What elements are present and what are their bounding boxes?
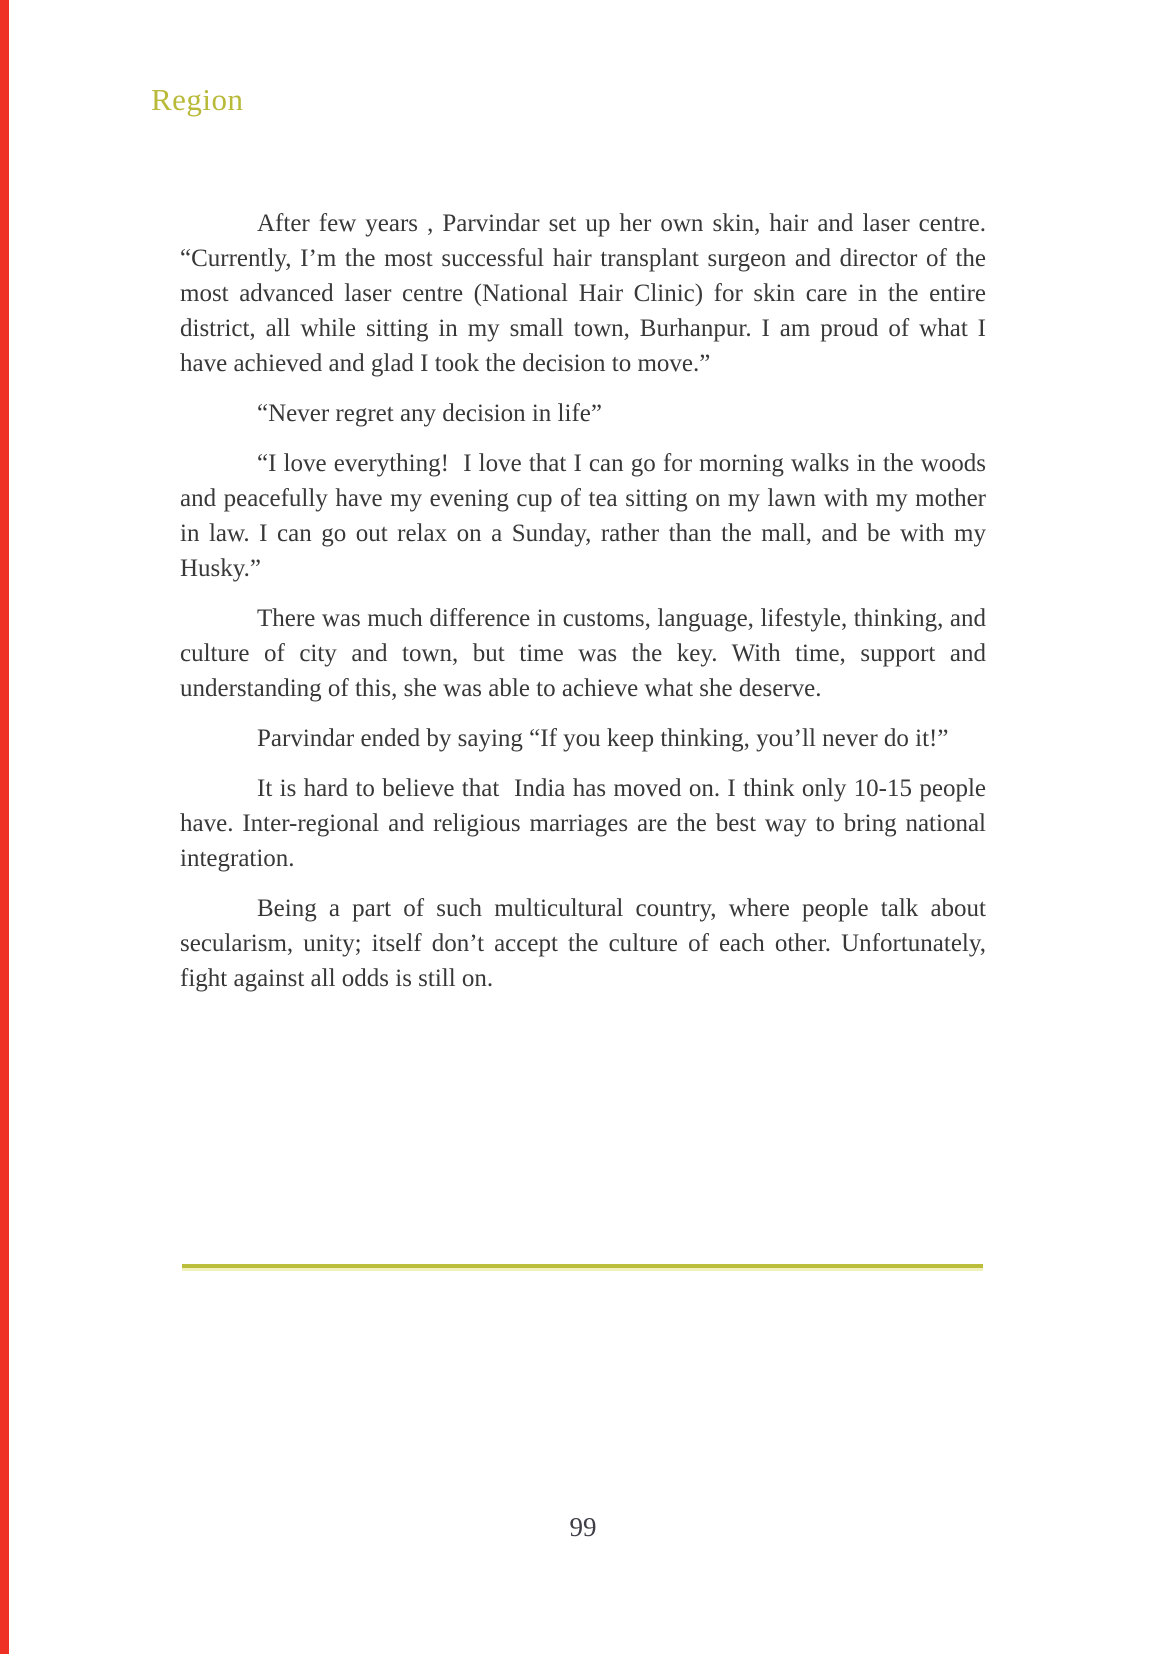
body-paragraph: It is hard to believe that India has moved on. I think only 10-15 people have. Inter-regional and religious marriages are the best way to bring national integration. [180,775,993,872]
body-paragraph: “I love everything! I love that I can go for morning walks in the woods and peacefully have my evening cup of tea sitting on my lawn with my mother in law. I can go out relax on a Sunday, rather than the mall, and be with my Husky.” [180,450,993,582]
body-paragraph: There was much difference in customs, language, lifestyle, thinking, and culture of city and town, but time was the key. With time, support and understanding of this, she was able to achieve what she deserve. [180,605,993,702]
body-paragraph: Being a part of such multicultural country, where people talk about secularism, unity; itself don’t accept the culture of each other. Unfortunately, fight against all odds is still on. [180,895,999,992]
body-paragraph: Parvindar ended by saying “If you keep thinking, you’ll never do it!” [257,725,949,752]
page-number: 99 [569,1512,597,1542]
running-header-title: Region [151,82,244,117]
body-text-block [180,206,999,1011]
body-paragraph: After few years , Parvindar set up her own skin, hair and laser centre. “Currently, I’m the most successful hair transplant surgeon and director of the most advanced laser centre (National Hair Clinic) for skin care in the entire district, all while sitting in my small town, Burhanpur. I am proud of what I have achieved and glad I took the decision to move.” [180,210,993,377]
page-edge-bar [0,0,9,1654]
body-paragraph: “Never regret any decision in life” [257,400,602,427]
section-divider-rule [182,1264,983,1268]
